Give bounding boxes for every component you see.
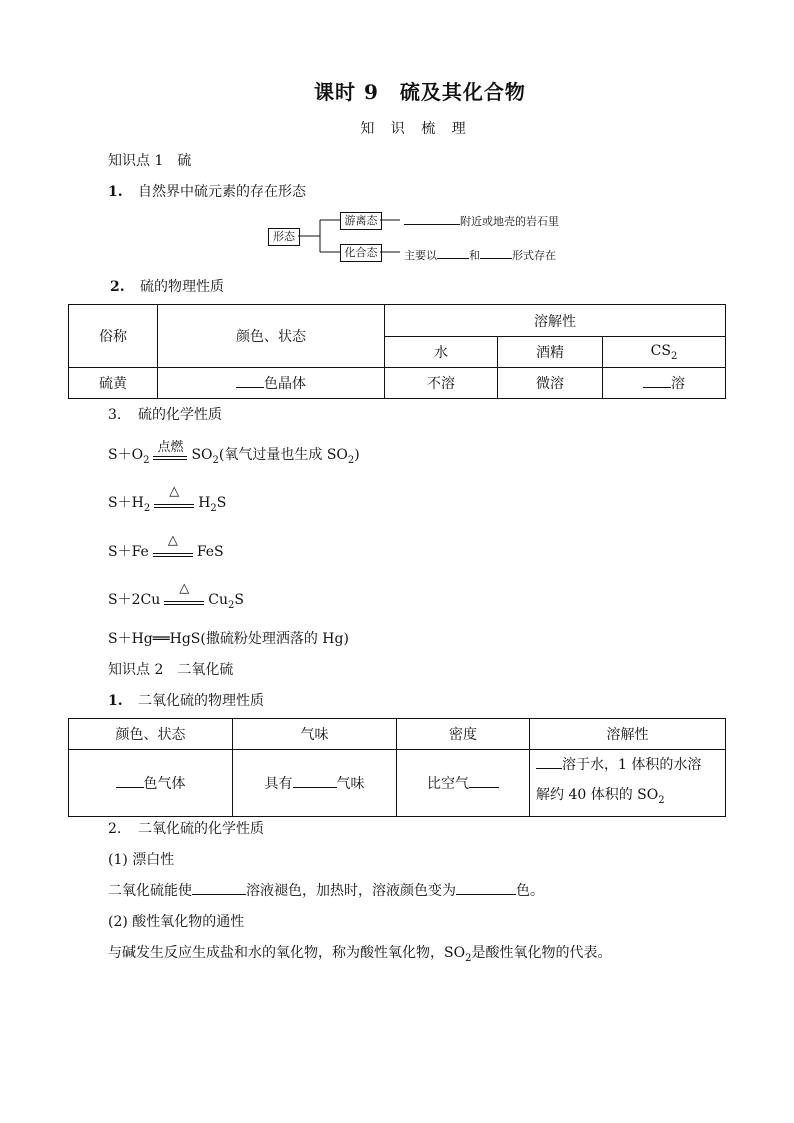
fill-blank[interactable] [404,212,460,225]
table-header: $CS_2$ [603,337,726,368]
diagram-combined-box: 化合态 [340,244,382,262]
fill-blank[interactable] [643,375,671,388]
table-header: 颜色、状态 [69,719,233,750]
table-header: 水 [385,337,498,368]
table-cell: 具有 气味 [233,750,397,817]
sulfur-properties-table [68,304,726,399]
table-cell: 色气体 [69,750,233,817]
delta-icon: △ [169,484,180,499]
heading-s3: 3. 硫的化学性质 [108,407,222,423]
subheading-acidic-oxide: (2) 酸性氧化物的通性 [108,914,245,930]
heading-s5: 2. 二氧化硫的化学性质 [108,821,264,837]
table-header: 溶解性 [530,719,726,750]
fill-blank[interactable] [469,775,499,788]
table-header: 溶解性 [385,305,726,337]
heading-s4: 1. 二氧化硫的物理性质 [108,693,264,709]
equation-5: S＋Hg══HgS(撒硫粉处理洒落的 Hg) [108,631,349,647]
equation-3: S＋Fe △ FeS [108,533,224,560]
fill-blank[interactable] [293,775,337,788]
heading-s2: 2. 硫的物理性质 [110,279,224,295]
diagram-free-text: 附近或地壳的岩石里 [404,212,559,229]
so2-properties-table [68,718,726,817]
equation-4: S＋2Cu △ $Cu_2S$ [108,581,244,611]
table-header: 密度 [397,719,530,750]
table-cell: 微溶 [498,368,603,399]
fill-blank[interactable] [236,375,264,388]
fill-blank[interactable] [192,882,246,895]
table-cell: 硫黄 [69,368,158,399]
diagram-free-box: 游离态 [340,212,382,230]
fill-blank[interactable] [480,246,512,259]
page-title: 课时 9 硫及其化合物 [314,80,526,104]
table-cell: 溶于水，1 体积的水溶 解约 40 体积的 $SO_2$ [530,750,726,817]
equation-1: $S+O_2$ 点燃 $SO_2$(氧气过量也生成 $SO_2$) [108,444,360,466]
fill-blank[interactable] [116,775,144,788]
diagram-root-box: 形态 [268,228,300,246]
heading-number: 1. [108,184,123,200]
heading-s1 [108,181,306,201]
table-header: 颜色、状态 [158,305,385,368]
knowledge-point-2: 知识点 2 二氧化硫 [108,662,234,678]
diagram-combined-text: 主要以 和 形式存在 [404,246,556,263]
table-cell: 不溶 [385,368,498,399]
equation-2: $S+H_2$ △ $H_2S$ [108,484,227,514]
acidic-oxide-text: 与碱发生反应生成盐和水的氧化物，称为酸性氧化物，$SO_2$是酸性氧化物的代表。 [108,945,612,964]
fill-blank[interactable] [437,246,469,259]
fill-blank[interactable] [456,882,516,895]
table-header: 气味 [233,719,397,750]
table-header: 酒精 [498,337,603,368]
table-cell: 溶 [603,368,726,399]
section-subtitle: 知 识 梳 理 [360,121,472,137]
subheading-bleaching: (1) 漂白性 [108,852,175,868]
table-cell: 色晶体 [158,368,385,399]
knowledge-point-1: 知识点 1 硫 [108,153,192,169]
table-cell: 比空气 [397,750,530,817]
heading-text: 自然界中硫元素的存在形态 [138,184,306,200]
bleaching-text: 二氧化硫能使 溶液褪色，加热时，溶液颜色变为 色。 [108,883,544,899]
table-header: 俗称 [69,305,158,368]
delta-icon: △ [179,581,190,596]
condition-label: 点燃 [157,440,184,455]
delta-icon: △ [167,533,178,548]
fill-blank[interactable] [536,756,562,769]
